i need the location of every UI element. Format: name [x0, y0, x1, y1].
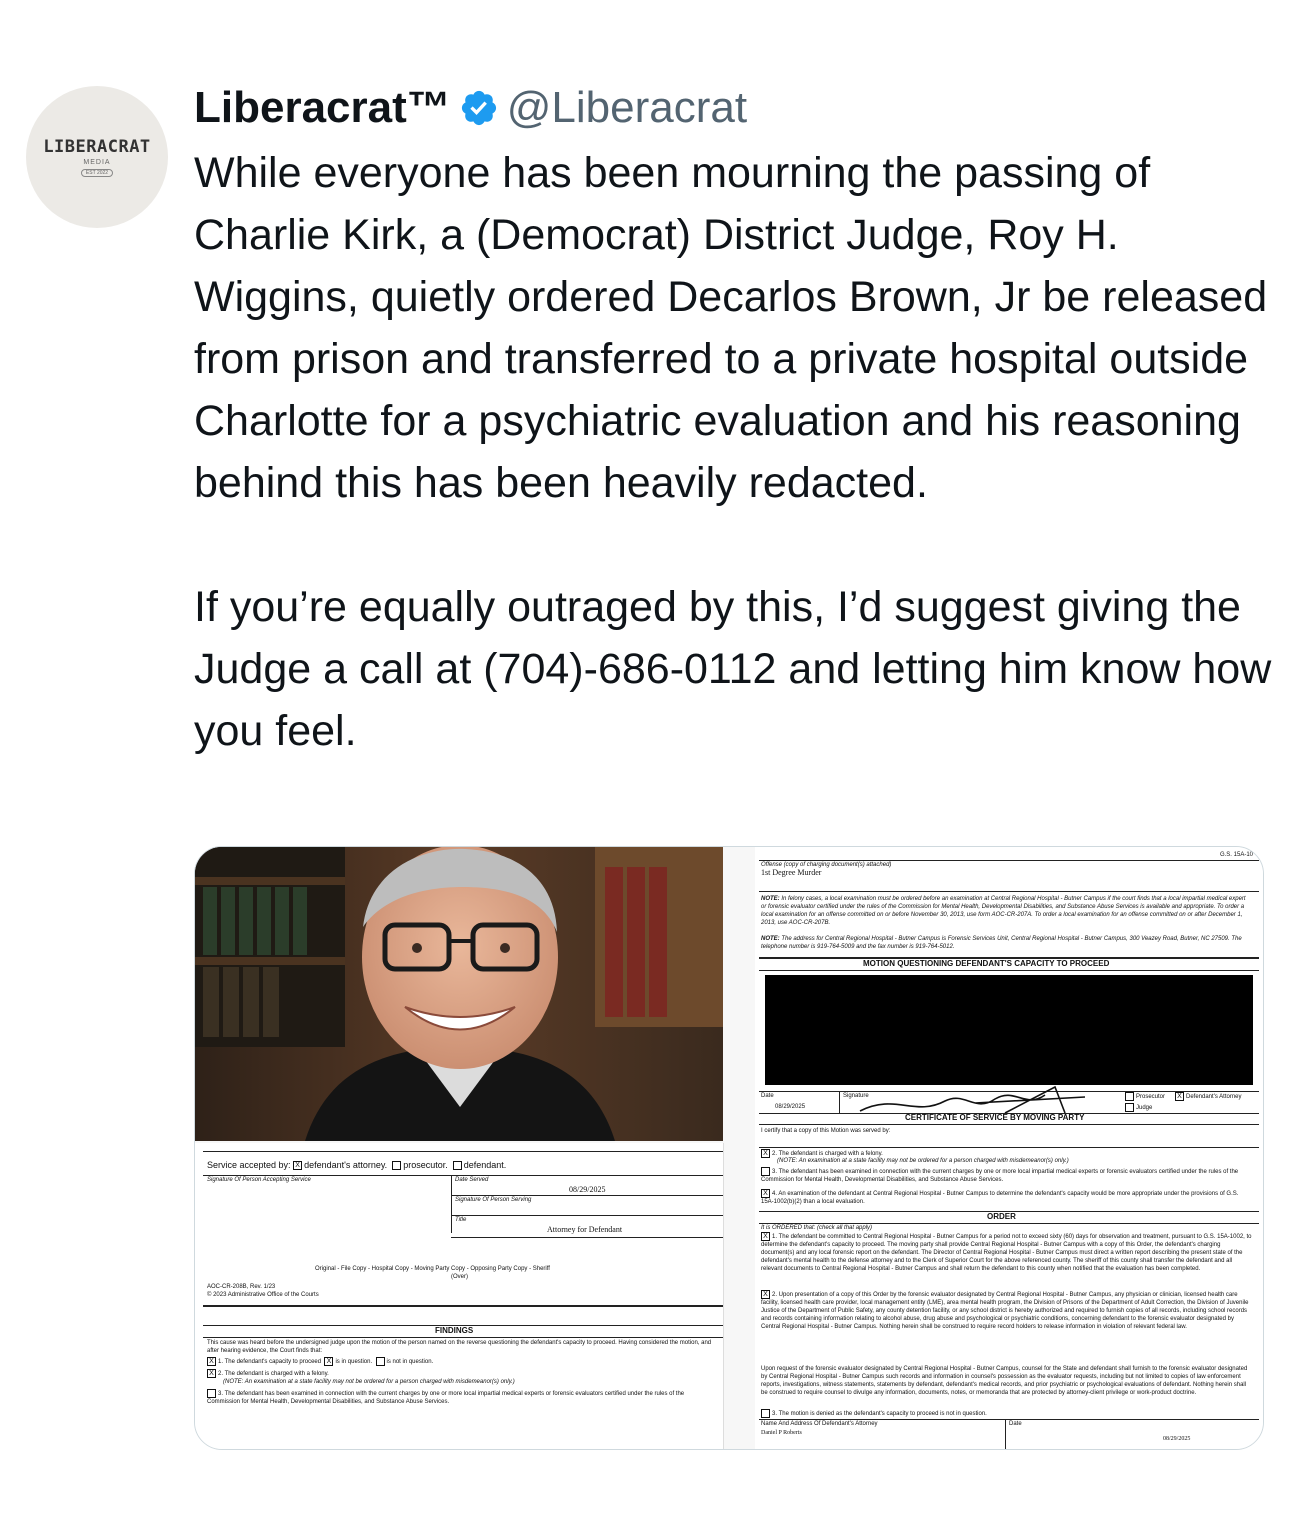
divider — [759, 1124, 1259, 1125]
order-3 — [761, 1409, 987, 1418]
opt-defendant-attorney: defendant's attorney. — [304, 1160, 388, 1170]
court-doc-right — [755, 847, 1263, 1449]
divider — [759, 970, 1259, 971]
findings-title: FINDINGS — [435, 1326, 474, 1335]
item-4-text: 4. An examination of the defendant at Central Regional Hospital - Butner Campus to determine the defendant's capacity would be more appropriate under the provisions of G.S. 15A-1002(b)(2) than a local evaluation. — [761, 1191, 1239, 1206]
item-4 — [761, 1189, 1251, 1206]
order-upon-request: Upon request of the forensic evaluator designated by Central Regional Hospital - Butner Campus, counsel for the State and defendant shall furnish to the forensic evaluator designated by Central Regional Hospital - Butner Campus such records and information in counsel's possession as the evaluator requests, including but not limited to copies of law enforcement reports, investigations, witness statements, statements by defendant, defendant's medical records, and prior psychiatric or psychological evaluations of defendant. Nothing herein shall be construed to require counsel to divulge any information, documents, notes, or memoranda that are protected by attorney-client privilege or work-product doctrine. — [761, 1366, 1248, 1396]
judge-portrait-image — [195, 847, 723, 1141]
certify-text: I certify that a copy of this Motion was served by: — [761, 1128, 891, 1134]
divider — [1005, 1419, 1006, 1449]
divider — [451, 1237, 723, 1238]
tweet-paragraph-2: If you’re equally outraged by this, I’d suggest giving the Judge a call at (704)-686-0112 and letting him know how you feel. — [194, 583, 1272, 755]
note-1-label: NOTE: — [761, 896, 780, 902]
checkbox — [376, 1357, 385, 1366]
opt-judge-label: Judge — [1136, 1105, 1153, 1112]
motion-title: MOTION QUESTIONING DEFENDANT'S CAPACITY TO PROCEED — [863, 959, 1110, 968]
date-value-2: 08/29/2025 — [1163, 1436, 1191, 1442]
attorney-name: Daniel P Roberts — [761, 1430, 802, 1436]
finding-1-opt2: is not in question. — [386, 1359, 434, 1366]
author-handle[interactable]: @Liberacrat — [506, 83, 748, 132]
checkbox-checked: X — [761, 1232, 770, 1241]
checkbox — [1125, 1092, 1134, 1101]
judge-photo[interactable] — [195, 847, 723, 1141]
findings-intro: This cause was heard before the undersigned judge upon the motion of the person named on the reverse questioning the defendant's capacity to proceed. Having considered the motion, and after hearing evidence, the Court finds that: — [207, 1340, 712, 1354]
tweet-header — [194, 80, 747, 136]
note-1-text: In felony cases, a local examination must be ordered before an examination at Central Regional Hospital - Butner Campus if the court finds that a local impartial medical expert or forensic evaluator certified under the rules of the Commission for Mental Health, Developmental Disabilities, and Substance Abuse Services is available and appropriate. To order a local examination for an offense committed on or before November 30, 2013, use form AOC-CR-207A. To order a local examination for an offense committed on or after December 1, 2013, use AOC-CR-207B. — [761, 896, 1246, 926]
checkbox — [453, 1161, 462, 1170]
divider — [451, 1175, 452, 1233]
divider — [451, 1215, 723, 1216]
order-2 — [761, 1290, 1253, 1362]
item-3-text: 3. The defendant has been examined in connection with the current charges by one or more local impartial medical experts or forensic evaluators certified under the rules of the Commission for Mental Health, Developmental Disabilities, and Substance Abuse Services. — [761, 1169, 1239, 1184]
item-2-text: 2. The defendant is charged with a felony. — [772, 1151, 883, 1158]
checkbox-checked: X — [207, 1369, 216, 1378]
tweet-body — [194, 142, 1274, 762]
checkbox-checked: X — [207, 1357, 216, 1366]
opt-prosecutor-label: Prosecutor — [1136, 1094, 1166, 1101]
checkbox-checked: X — [293, 1161, 302, 1170]
finding-2 — [207, 1369, 329, 1378]
opt-def-attorney-label: Defendant's Attorney — [1186, 1094, 1242, 1101]
attorney-label: Name And Address Of Defendant's Attorney — [761, 1421, 878, 1427]
note-1 — [761, 895, 1251, 927]
opt-defendant: defendant. — [463, 1160, 507, 1170]
checkbox-checked: X — [761, 1189, 770, 1198]
finding-2-text: 2. The defendant is charged with a felony. — [218, 1371, 329, 1378]
tweet-media[interactable] — [194, 846, 1264, 1450]
checkbox-checked: X — [761, 1149, 770, 1158]
opt-judge — [1125, 1103, 1152, 1112]
signature-label: Signature — [843, 1093, 869, 1099]
redaction-block — [765, 975, 1253, 1085]
opt-def-attorney — [1175, 1092, 1242, 1101]
finding-1 — [207, 1357, 433, 1366]
checkbox — [392, 1161, 401, 1170]
item-3 — [761, 1167, 1251, 1184]
item-2-note: (NOTE: An examination at a state facility may not be ordered for a person charged with misdemeanor(s) only.) — [777, 1158, 1069, 1164]
gs-reference: G.S. 15A-10 — [1219, 852, 1253, 858]
avatar[interactable] — [26, 86, 168, 228]
date-label-2: Date — [1009, 1421, 1022, 1427]
opt-prosecutor: prosecutor. — [403, 1160, 448, 1170]
divider — [759, 1147, 1259, 1148]
finding-2-note: (NOTE: An examination at a state facility may not be ordered for a person charged with misdemeanor(s) only.) — [223, 1379, 515, 1385]
order-3-text: 3. The motion is denied as the defendant's capacity to proceed is not in question. — [772, 1411, 987, 1418]
form-id: AOC-CR-208B, Rev. 1/23 — [207, 1284, 276, 1290]
finding-3-text: 3. The defendant has been examined in connection with the current charges by one or more local impartial medical experts or forensic evaluators certified under the rules of the Commission for Mental Health, Developmental Disabilities, and Substance Abuse Services. — [207, 1391, 685, 1406]
verified-badge-icon — [459, 88, 499, 128]
divider — [203, 1151, 723, 1152]
checkbox-checked: X — [761, 1290, 770, 1299]
form-copyright: © 2023 Administrative Office of the Courts — [207, 1292, 319, 1298]
finding-1-opt1: is in question. — [335, 1359, 373, 1366]
checkbox — [761, 1409, 770, 1418]
opt-prosecutor — [1125, 1092, 1165, 1101]
checkbox — [1125, 1103, 1134, 1112]
divider — [203, 1305, 723, 1307]
date-value: 08/29/2025 — [775, 1104, 806, 1110]
court-doc-left — [195, 1143, 724, 1449]
author-display-name[interactable]: Liberacrat™ — [194, 83, 451, 132]
avatar-logo-est: EST 2022 — [81, 169, 113, 177]
finding-1-text: 1. The defendant's capacity to proceed — [218, 1359, 322, 1366]
date-label: Date — [761, 1093, 774, 1099]
divider — [759, 891, 1259, 892]
avatar-logo-text: LIBERACRAT — [43, 137, 151, 157]
title-value: Attorney for Defendant — [547, 1225, 623, 1234]
note-2-label: NOTE: — [761, 936, 780, 942]
ordered-label: It is ORDERED that: (check all that apply) — [761, 1225, 873, 1231]
finding-3 — [207, 1389, 707, 1406]
checkbox — [207, 1389, 216, 1398]
offense-label: Offense (copy of charging document(s) attached) — [761, 862, 892, 868]
offense-value: 1st Degree Murder — [761, 868, 822, 877]
service-accepted-row — [207, 1160, 506, 1171]
certificate-title: CERTIFICATE OF SERVICE BY MOVING PARTY — [905, 1113, 1085, 1122]
checkbox — [761, 1167, 770, 1176]
order-2-text: 2. Upon presentation of a copy of this Order by the forensic evaluator designated by Central Regional Hospital - Butner Campus, any physician or clinician, licensed health care facility, licensed health care provider, local management entity (LME), area mental health program, the Division of Prisons of the Department of Adult Correction, the Division of Juvenile Justice of the Department of Public Safety, any county detention facility, or any school district is hereby authorized and required to furnish copies of all records, including school records and records containing information relating to alcohol abuse, drug abuse and psychological or psychiatric conditions, concerning defendant to the forensic evaluator designated by Central Regional Hospital - Butner Campus. Nothing herein shall be construed to require record holders to release information in violation of relevant federal law. — [761, 1292, 1249, 1331]
tweet-paragraph-1: While everyone has been mourning the passing of Charlie Kirk, a (Democrat) District Judge, Roy H. Wiggins, quietly ordered Decarlos Brown, Jr be released from prison and transferred to a private hospital outside Charlotte for a psychiatric evaluation and his reasoning behind this has been heavily redacted. — [194, 149, 1268, 507]
over-label: (Over) — [451, 1274, 468, 1280]
date-served-label: Date Served — [455, 1177, 489, 1183]
sig-serving-label: Signature Of Person Serving — [455, 1197, 532, 1203]
order-title: ORDER — [987, 1212, 1016, 1221]
note-2 — [761, 935, 1251, 951]
service-accepted-label: Service accepted by: — [207, 1160, 291, 1170]
note-2-text: The address for Central Regional Hospital - Butner Campus is Forensic Services Unit, Central Regional Hospital - Butner Campus, 300 Veazey Road, Butner, NC 27509. The telephone number is 919-764-5009 and the fax number is 919-764-5012. — [761, 936, 1242, 950]
title-label: Title — [455, 1217, 467, 1223]
avatar-logo-subtext: MEDIA — [83, 159, 111, 166]
divider — [203, 1337, 723, 1338]
order-1 — [761, 1232, 1253, 1288]
copies-distribution: Original - File Copy - Hospital Copy - Moving Party Copy - Opposing Party Copy - Sheriff — [315, 1266, 550, 1272]
order-1-text: 1. The defendant be committed to Central Regional Hospital - Butner Campus for a period not to exceed sixty (60) days for observation and treatment, pursuant to G.S. 15A-1002, to determine the defendant's capacity to proceed. The moving party shall provide Central Regional Hospital - Butner Campus with a copy of this Order, the defendant's charging document(s) and any local forensic report on the defendant. The Director of Central Regional Hospital - Butner Campus must direct a written report describing the present state of the defendant's mental health to the defense attorney and to the Clerk of Superior Court for the above referenced county. The sheriff of this county shall transfer the defendant and all relevant documents to Central Regional Hospital - Butner Campus and shall return the defendant to this county when notified that the evaluation has been completed. — [761, 1234, 1252, 1273]
checkbox-checked: X — [324, 1357, 333, 1366]
date-served-value: 08/29/2025 — [569, 1185, 606, 1194]
sig-accepting-label: Signature Of Person Accepting Service — [207, 1177, 311, 1183]
divider — [839, 1091, 840, 1113]
checkbox-checked: X — [1175, 1092, 1184, 1101]
